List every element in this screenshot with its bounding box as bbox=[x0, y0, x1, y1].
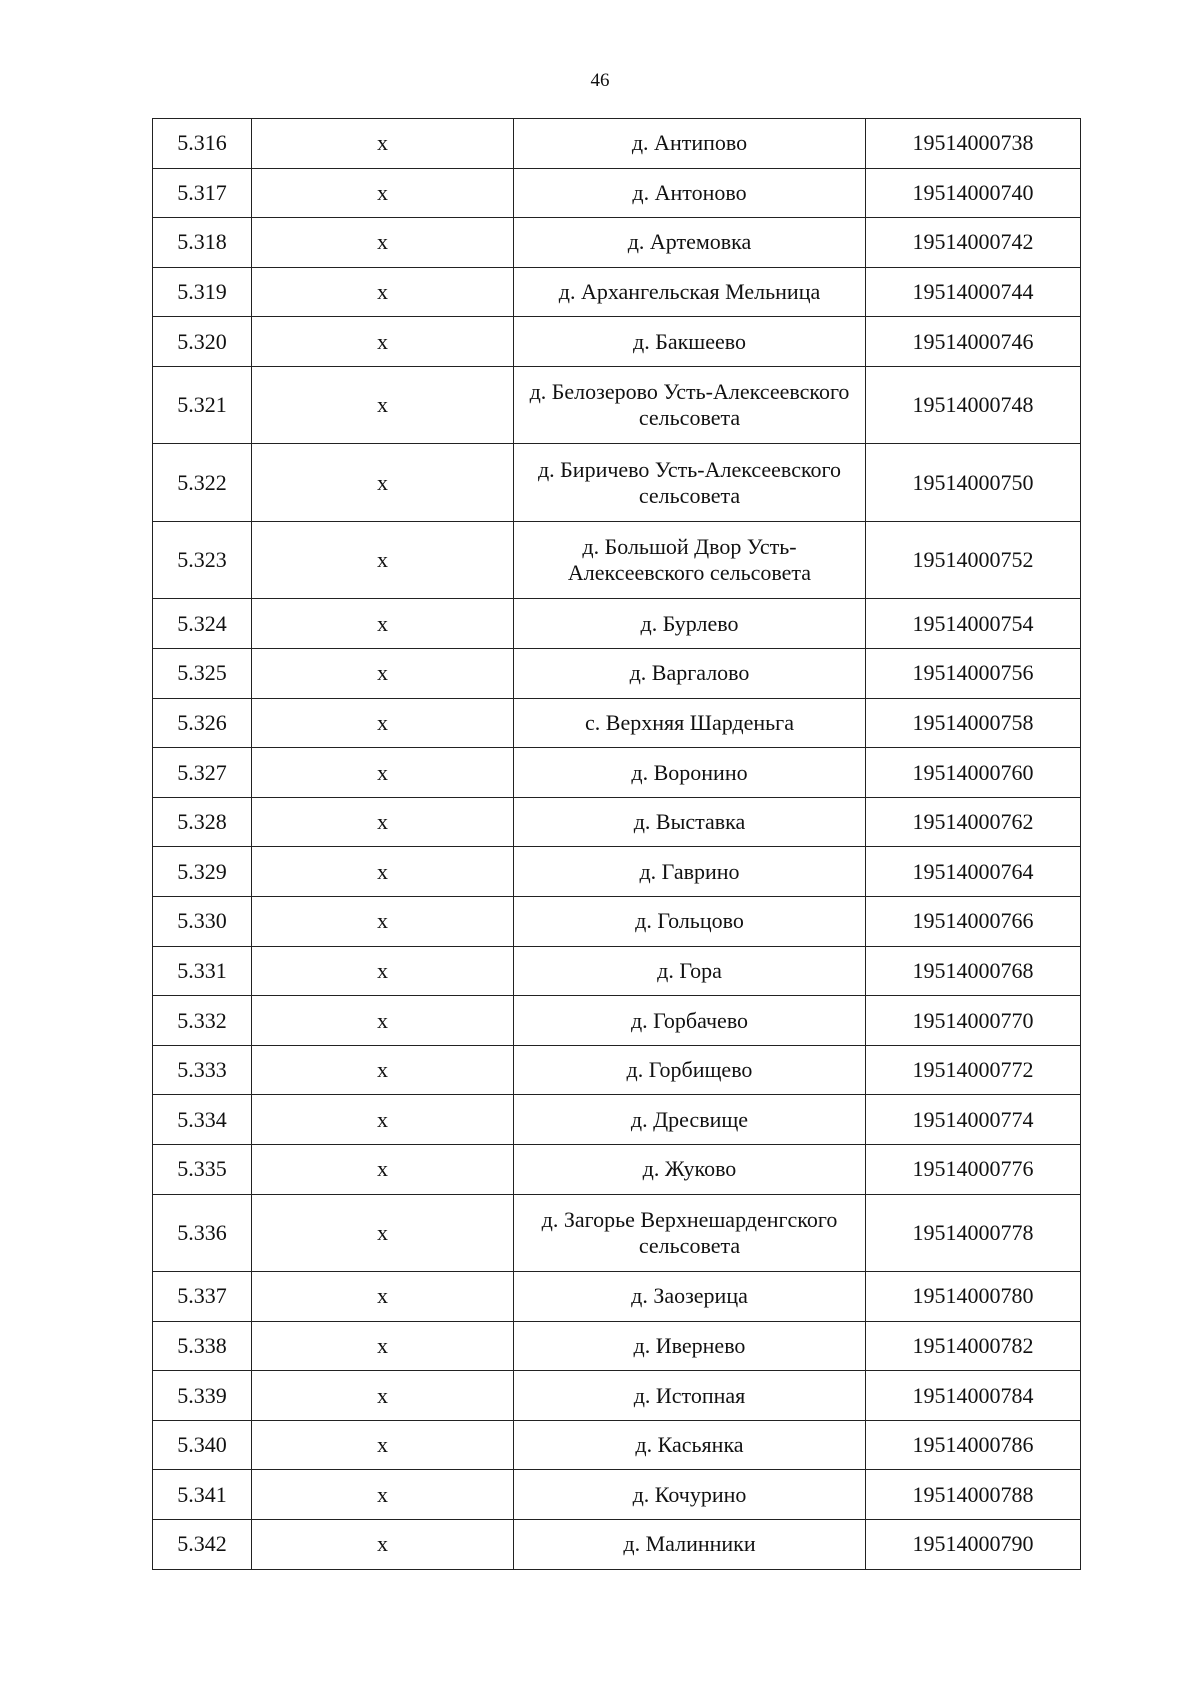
settlement-name: д. Касьянка bbox=[514, 1420, 866, 1470]
row-number: 5.340 bbox=[153, 1420, 252, 1470]
settlement-name: д. Гольцово bbox=[514, 897, 866, 947]
settlement-name: с. Верхняя Шарденьга bbox=[514, 698, 866, 748]
table-row bbox=[153, 267, 1081, 317]
oktmo-code: 19514000758 bbox=[866, 698, 1081, 748]
row-mark: х bbox=[252, 599, 514, 649]
settlement-name: д. Загорье Верхнешарденгского сельсовета bbox=[514, 1194, 866, 1272]
table-row bbox=[153, 946, 1081, 996]
row-number: 5.321 bbox=[153, 366, 252, 444]
settlement-table bbox=[152, 118, 1081, 1570]
row-number: 5.341 bbox=[153, 1470, 252, 1520]
oktmo-code: 19514000762 bbox=[866, 797, 1081, 847]
row-mark: х bbox=[252, 1321, 514, 1371]
oktmo-code: 19514000788 bbox=[866, 1470, 1081, 1520]
row-number: 5.336 bbox=[153, 1194, 252, 1272]
settlement-name: д. Воронино bbox=[514, 748, 866, 798]
settlement-name: д. Варгалово bbox=[514, 649, 866, 699]
table-row bbox=[153, 1371, 1081, 1421]
oktmo-code: 19514000772 bbox=[866, 1045, 1081, 1095]
oktmo-code: 19514000750 bbox=[866, 444, 1081, 522]
settlement-name: д. Бурлево bbox=[514, 599, 866, 649]
settlement-table-body bbox=[153, 119, 1081, 1570]
settlement-name: д. Малинники bbox=[514, 1520, 866, 1570]
oktmo-code: 19514000782 bbox=[866, 1321, 1081, 1371]
row-number: 5.324 bbox=[153, 599, 252, 649]
oktmo-code: 19514000760 bbox=[866, 748, 1081, 798]
settlement-name: д. Горбищево bbox=[514, 1045, 866, 1095]
row-number: 5.342 bbox=[153, 1520, 252, 1570]
table-row bbox=[153, 649, 1081, 699]
oktmo-code: 19514000748 bbox=[866, 366, 1081, 444]
oktmo-code: 19514000784 bbox=[866, 1371, 1081, 1421]
row-mark: х bbox=[252, 1272, 514, 1322]
row-number: 5.339 bbox=[153, 1371, 252, 1421]
settlement-name: д. Ивернево bbox=[514, 1321, 866, 1371]
table-row bbox=[153, 218, 1081, 268]
row-number: 5.317 bbox=[153, 168, 252, 218]
settlement-name: д. Кочурино bbox=[514, 1470, 866, 1520]
row-number: 5.326 bbox=[153, 698, 252, 748]
table-row bbox=[153, 698, 1081, 748]
oktmo-code: 19514000778 bbox=[866, 1194, 1081, 1272]
oktmo-code: 19514000752 bbox=[866, 521, 1081, 599]
row-number: 5.319 bbox=[153, 267, 252, 317]
oktmo-code: 19514000740 bbox=[866, 168, 1081, 218]
row-mark: х bbox=[252, 1371, 514, 1421]
oktmo-code: 19514000742 bbox=[866, 218, 1081, 268]
settlement-name: д. Бакшеево bbox=[514, 317, 866, 367]
oktmo-code: 19514000768 bbox=[866, 946, 1081, 996]
table-row bbox=[153, 521, 1081, 599]
settlement-name: д. Артемовка bbox=[514, 218, 866, 268]
settlement-name: д. Антоново bbox=[514, 168, 866, 218]
table-row bbox=[153, 1095, 1081, 1145]
row-mark: х bbox=[252, 946, 514, 996]
row-mark: х bbox=[252, 847, 514, 897]
row-number: 5.316 bbox=[153, 119, 252, 169]
table-row bbox=[153, 366, 1081, 444]
row-number: 5.327 bbox=[153, 748, 252, 798]
settlement-name: д. Заозерица bbox=[514, 1272, 866, 1322]
settlement-name: д. Выставка bbox=[514, 797, 866, 847]
settlement-name: д. Архангельская Мельница bbox=[514, 267, 866, 317]
table-row bbox=[153, 1470, 1081, 1520]
row-number: 5.334 bbox=[153, 1095, 252, 1145]
row-mark: х bbox=[252, 996, 514, 1046]
oktmo-code: 19514000790 bbox=[866, 1520, 1081, 1570]
row-mark: х bbox=[252, 698, 514, 748]
oktmo-code: 19514000780 bbox=[866, 1272, 1081, 1322]
row-mark: х bbox=[252, 521, 514, 599]
settlement-name: д. Жуково bbox=[514, 1145, 866, 1195]
settlement-name: д. Антипово bbox=[514, 119, 866, 169]
row-number: 5.328 bbox=[153, 797, 252, 847]
row-number: 5.330 bbox=[153, 897, 252, 947]
row-mark: х bbox=[252, 317, 514, 367]
settlement-name: д. Дресвище bbox=[514, 1095, 866, 1145]
row-number: 5.320 bbox=[153, 317, 252, 367]
row-mark: х bbox=[252, 366, 514, 444]
settlement-name: д. Гаврино bbox=[514, 847, 866, 897]
table-row bbox=[153, 599, 1081, 649]
row-number: 5.322 bbox=[153, 444, 252, 522]
page-number: 46 bbox=[590, 70, 610, 91]
row-number: 5.337 bbox=[153, 1272, 252, 1322]
table-row bbox=[153, 317, 1081, 367]
oktmo-code: 19514000746 bbox=[866, 317, 1081, 367]
row-mark: х bbox=[252, 444, 514, 522]
oktmo-code: 19514000754 bbox=[866, 599, 1081, 649]
table-row bbox=[153, 847, 1081, 897]
row-number: 5.333 bbox=[153, 1045, 252, 1095]
row-mark: х bbox=[252, 1194, 514, 1272]
table-row bbox=[153, 1145, 1081, 1195]
row-mark: х bbox=[252, 1095, 514, 1145]
row-number: 5.329 bbox=[153, 847, 252, 897]
table-row bbox=[153, 1272, 1081, 1322]
settlement-name: д. Большой Двор Усть-Алексеевского сельсовета bbox=[514, 521, 866, 599]
row-mark: х bbox=[252, 1145, 514, 1195]
table-row bbox=[153, 1045, 1081, 1095]
table-row bbox=[153, 748, 1081, 798]
oktmo-code: 19514000766 bbox=[866, 897, 1081, 947]
row-mark: х bbox=[252, 218, 514, 268]
table-row bbox=[153, 797, 1081, 847]
row-mark: х bbox=[252, 119, 514, 169]
table-row bbox=[153, 168, 1081, 218]
row-mark: х bbox=[252, 1045, 514, 1095]
row-mark: х bbox=[252, 897, 514, 947]
row-mark: х bbox=[252, 748, 514, 798]
table-row bbox=[153, 897, 1081, 947]
row-number: 5.323 bbox=[153, 521, 252, 599]
row-number: 5.325 bbox=[153, 649, 252, 699]
oktmo-code: 19514000776 bbox=[866, 1145, 1081, 1195]
oktmo-code: 19514000756 bbox=[866, 649, 1081, 699]
table-row bbox=[153, 1194, 1081, 1272]
row-mark: х bbox=[252, 267, 514, 317]
row-number: 5.335 bbox=[153, 1145, 252, 1195]
row-mark: х bbox=[252, 1420, 514, 1470]
table-row bbox=[153, 1321, 1081, 1371]
oktmo-code: 19514000744 bbox=[866, 267, 1081, 317]
row-mark: х bbox=[252, 168, 514, 218]
row-mark: х bbox=[252, 1470, 514, 1520]
oktmo-code: 19514000786 bbox=[866, 1420, 1081, 1470]
row-number: 5.318 bbox=[153, 218, 252, 268]
oktmo-code: 19514000738 bbox=[866, 119, 1081, 169]
settlement-name: д. Гора bbox=[514, 946, 866, 996]
table-row bbox=[153, 1520, 1081, 1570]
table-row bbox=[153, 444, 1081, 522]
settlement-name: д. Горбачево bbox=[514, 996, 866, 1046]
settlement-name: д. Истопная bbox=[514, 1371, 866, 1421]
row-number: 5.332 bbox=[153, 996, 252, 1046]
oktmo-code: 19514000774 bbox=[866, 1095, 1081, 1145]
table-row bbox=[153, 119, 1081, 169]
settlement-name: д. Белозерово Усть-Алексеевского сельсовета bbox=[514, 366, 866, 444]
table-row bbox=[153, 1420, 1081, 1470]
row-mark: х bbox=[252, 649, 514, 699]
row-mark: х bbox=[252, 797, 514, 847]
settlement-name: д. Биричево Усть-Алексеевского сельсовета bbox=[514, 444, 866, 522]
oktmo-code: 19514000770 bbox=[866, 996, 1081, 1046]
oktmo-code: 19514000764 bbox=[866, 847, 1081, 897]
table-row bbox=[153, 996, 1081, 1046]
row-number: 5.338 bbox=[153, 1321, 252, 1371]
row-number: 5.331 bbox=[153, 946, 252, 996]
row-mark: х bbox=[252, 1520, 514, 1570]
